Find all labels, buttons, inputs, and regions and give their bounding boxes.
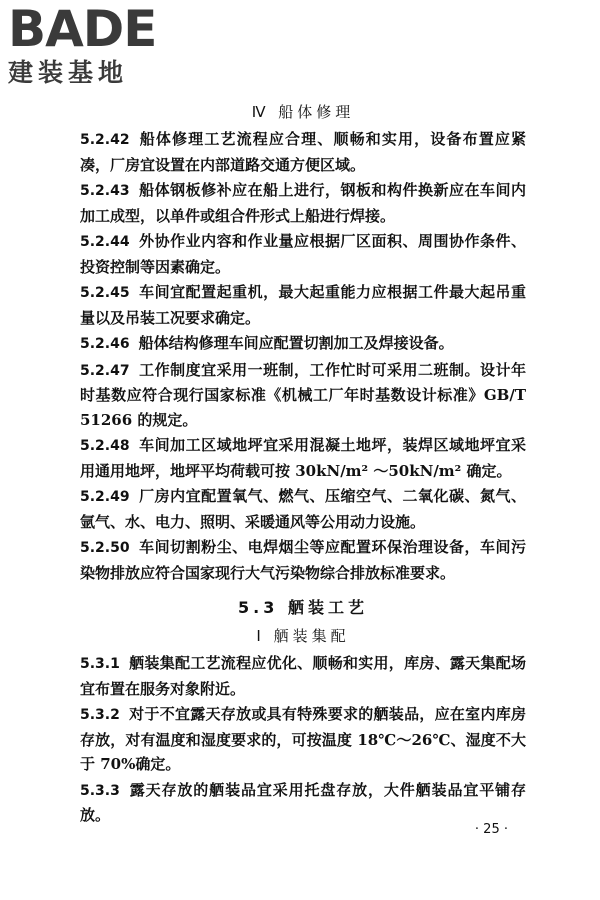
clause-number: 5.2.43 — [80, 183, 130, 199]
clause-text: 工作制度宜采用一班制，工作忙时可采用二班制。设计年时基数应符合现行国家标准《机械工厂年时基数设计标准》GB/T 51266 的规定。 — [80, 360, 526, 429]
section-heading: 5.3 舾装工艺 — [238, 598, 368, 617]
clause-number: 5.2.48 — [80, 438, 130, 454]
clause-number: 5.2.45 — [80, 285, 130, 301]
clause — [80, 484, 526, 534]
subsection-heading: Ⅰ 舾装集配 — [256, 627, 350, 645]
clause-number: 5.2.50 — [80, 540, 130, 556]
page-number: · 25 · — [474, 822, 508, 837]
clause — [80, 331, 526, 357]
clause-text: 车间加工区域地坪宜采用混凝土地坪，装焊区域地坪宜采用通用地坪，地坪平均荷载可按 30kN/m² ～50kN/m² 确定。 — [80, 436, 526, 480]
clause — [80, 778, 526, 828]
clause-number: 5.2.44 — [80, 234, 130, 250]
clause-text: 车间宜配置起重机，最大起重能力应根据工件最大起吊重量以及吊装工况要求确定。 — [80, 283, 526, 327]
clause — [80, 280, 526, 330]
clause-number: 5.3.3 — [80, 782, 120, 799]
clause-number: 5.2.49 — [80, 489, 130, 505]
clause — [80, 178, 526, 228]
clause-number: 5.2.47 — [80, 362, 130, 379]
clause — [80, 433, 526, 483]
clause — [80, 535, 526, 585]
logo-subtitle: 建装基地 — [8, 58, 129, 87]
clause-text: 船体修理工艺流程应合理、顺畅和实用，设备布置应紧凑，厂房宜设置在内部道路交通方便区域。 — [80, 130, 526, 174]
clause-text: 舾装集配工艺流程应优化、顺畅和实用，库房、露天集配场宜布置在服务对象附近。 — [80, 654, 526, 698]
clause-text: 厂房内宜配置氧气、燃气、压缩空气、二氧化碳、氮气、氩气、水、电力、照明、采暖通风等公用动力设施。 — [80, 487, 526, 531]
clause-number: 5.3.1 — [80, 656, 120, 672]
clause-text: 对于不宜露天存放或具有特殊要求的舾装品，应在室内库房存放，对有温度和湿度要求的，可按温度 18℃～26℃、湿度不大于 70%确定。 — [80, 705, 526, 773]
clause-text: 露天存放的舾装品宜采用托盘存放，大件舾装品宜平铺存放。 — [80, 780, 526, 824]
clause-number: 5.2.42 — [80, 132, 130, 148]
clause — [80, 651, 526, 701]
clause — [80, 127, 526, 177]
clause — [80, 229, 526, 279]
logo-wordmark: BADE — [8, 0, 157, 58]
clause — [80, 358, 526, 433]
clause-text: 船体钢板修补应在船上进行，钢板和构件换新应在车间内加工成型，以单件或组合件形式上船进行焊接。 — [80, 181, 526, 225]
clause-text: 车间切割粉尘、电焊烟尘等应配置环保治理设备，车间污染物排放应符合国家现行大气污染物综合排放标准要求。 — [80, 538, 526, 582]
clause-text: 船体结构修理车间应配置切割加工及焊接设备。 — [138, 334, 454, 352]
clause-number: 5.2.46 — [80, 336, 130, 352]
page-body — [80, 102, 526, 829]
clause — [80, 702, 526, 777]
publisher-logo — [8, 0, 178, 92]
subsection-heading: Ⅳ 船体修理 — [251, 103, 355, 121]
clause-text: 外协作业内容和作业量应根据厂区面积、周围协作条件、投资控制等因素确定。 — [80, 232, 526, 276]
clause-number: 5.3.2 — [80, 707, 120, 723]
